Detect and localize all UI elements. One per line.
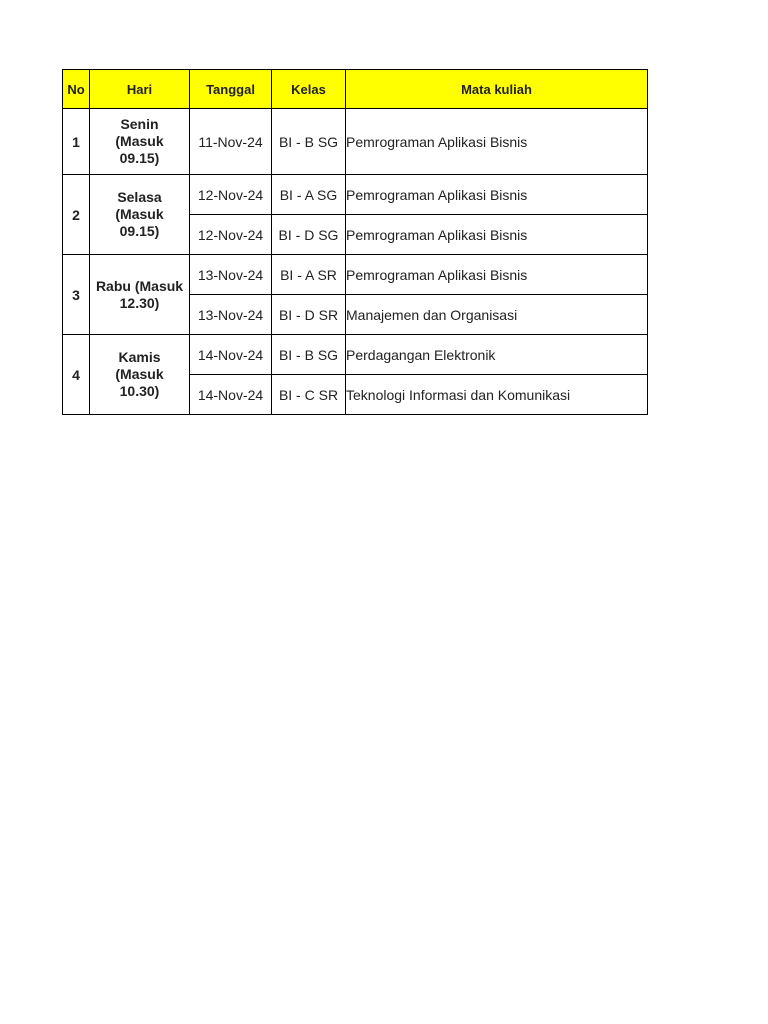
date-cell: 14-Nov-24 [190, 335, 272, 375]
class-cell: BI - B SG [272, 335, 346, 375]
day-cell [90, 175, 190, 255]
day-line: (Masuk [115, 206, 164, 222]
class-cell: BI - A SG [272, 175, 346, 215]
course-cell: Pemrograman Aplikasi Bisnis [346, 175, 648, 215]
table-row [63, 255, 648, 295]
day-line: 12.30) [119, 294, 160, 311]
row-number: 2 [63, 175, 90, 255]
day-cell [90, 255, 190, 335]
header-hari: Hari [90, 70, 190, 109]
course-cell: Pemrograman Aplikasi Bisnis [346, 255, 648, 295]
date-cell: 12-Nov-24 [190, 215, 272, 255]
course-cell: Perdagangan Elektronik [346, 335, 648, 375]
class-cell: BI - B SG [272, 109, 346, 175]
table-row [63, 175, 648, 215]
day-line: Senin [120, 116, 159, 132]
schedule-table [62, 69, 648, 415]
day-line: 09.15) [119, 150, 160, 166]
header-kelas: Kelas [272, 70, 346, 109]
row-number: 4 [63, 335, 90, 415]
header-no: No [63, 70, 90, 109]
date-cell: 12-Nov-24 [190, 175, 272, 215]
table-row [63, 335, 648, 375]
row-number: 1 [63, 109, 90, 175]
class-cell: BI - A SR [272, 255, 346, 295]
class-cell: BI - C SR [272, 375, 346, 415]
class-cell: BI - D SR [272, 295, 346, 335]
course-cell: Teknologi Informasi dan Komunikasi [346, 375, 648, 415]
course-cell: Manajemen dan Organisasi [346, 295, 648, 335]
schedule-sheet [62, 69, 648, 415]
day-line: 10.30) [119, 383, 160, 399]
day-line: Selasa [117, 189, 162, 205]
table-row [63, 109, 648, 175]
row-number: 3 [63, 255, 90, 335]
class-cell: BI - D SG [272, 215, 346, 255]
day-cell [90, 335, 190, 415]
day-line: (Masuk [115, 366, 164, 382]
course-cell: Pemrograman Aplikasi Bisnis [346, 109, 648, 175]
day-line: (Masuk [115, 133, 164, 149]
date-cell: 13-Nov-24 [190, 255, 272, 295]
day-line: Rabu (Masuk [95, 277, 184, 294]
date-cell: 13-Nov-24 [190, 295, 272, 335]
header-row [63, 70, 648, 109]
header-tanggal: Tanggal [190, 70, 272, 109]
header-mata-kuliah: Mata kuliah [346, 70, 648, 109]
date-cell: 11-Nov-24 [190, 109, 272, 175]
day-line: 09.15) [119, 223, 160, 239]
course-cell: Pemrograman Aplikasi Bisnis [346, 215, 648, 255]
date-cell: 14-Nov-24 [190, 375, 272, 415]
day-line: Kamis [118, 349, 161, 365]
day-cell [90, 109, 190, 175]
